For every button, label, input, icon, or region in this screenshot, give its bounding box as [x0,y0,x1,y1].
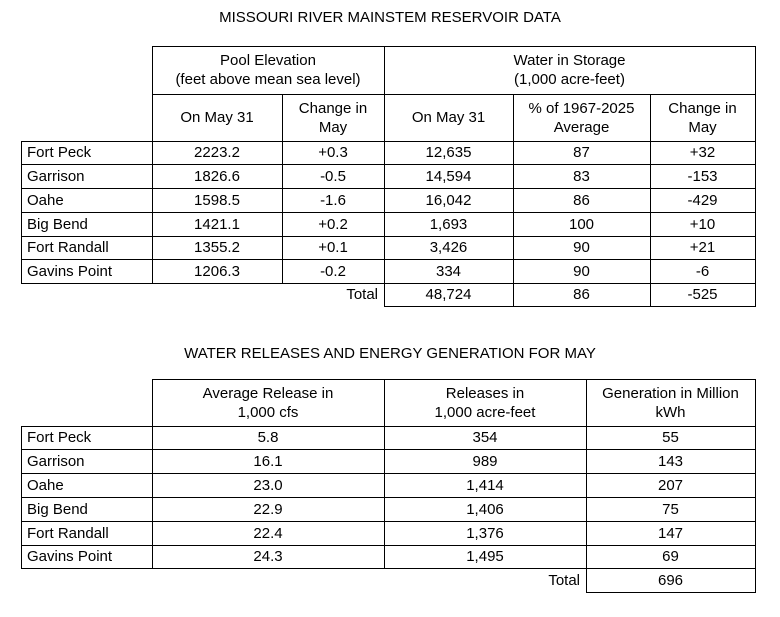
column-header [152,94,282,141]
table-rule [384,46,385,307]
table-rule [152,379,153,569]
table-cell: 1,376 [466,524,504,542]
table-rule [384,306,756,307]
column-header-line: Releases in [445,384,525,402]
column-header-line: Average [553,118,610,136]
pool-elevation-header [152,46,384,94]
table-cell: +0.2 [318,215,348,233]
table-cell: 24.3 [253,548,283,565]
table-cell: 75 [662,500,679,518]
table-cell: +32 [689,144,716,161]
column-header [513,94,650,141]
reservoir-data-title: MISSOURI RIVER MAINSTEM RESERVOIR DATA [219,9,561,26]
table-rule [755,46,756,307]
table-cell: 16.1 [253,452,283,470]
table-rule [21,473,756,474]
column-header-line: % of 1967-2025 [528,99,635,117]
column-header-line: kWh [655,403,686,421]
pool-elevation-header-line: Pool Elevation [220,52,316,69]
column-header [152,379,384,426]
table-cell: -429 [687,191,718,209]
table-rule [650,94,651,307]
table-rule [152,94,756,95]
table-cell: -0.5 [320,167,346,185]
table-rule [586,592,756,593]
water-storage-header-line: (1,000 acre-feet) [514,71,625,88]
column-header-line: On May 31 [180,109,254,126]
reservoir-name: Garrison [27,167,85,185]
table-cell: +21 [689,239,716,256]
table-cell: +10 [689,215,716,233]
table-cell: 1826.6 [194,167,240,185]
column-header [384,94,513,141]
table-cell: 1,693 [429,215,468,233]
table-cell: 1421.1 [194,215,240,233]
table-cell: 5.8 [257,429,279,446]
table-cell: 14,594 [425,167,472,185]
table-rule [755,379,756,593]
table-rule [21,188,756,189]
table-cell: -6 [695,262,710,280]
table-cell: 1598.5 [194,191,240,209]
table-rule [21,426,22,569]
table-rule [513,94,514,307]
table-cell: 90 [573,262,590,280]
table-cell: 1206.3 [194,262,240,280]
total-value: 86 [573,286,590,303]
table-rule [384,379,385,569]
table-cell: 207 [657,476,684,494]
table-rule [152,379,756,380]
table-cell: 100 [568,215,595,233]
table-cell: +0.1 [318,239,348,256]
releases-energy-title: WATER RELEASES AND ENERGY GENERATION FOR MAY [184,345,596,362]
column-header-line: May [688,118,717,136]
table-rule [21,141,22,284]
table-rule [282,94,283,284]
table-cell: 23.0 [253,476,283,494]
column-header [650,94,755,141]
reservoir-name: Fort Randall [27,239,109,256]
table-rule [21,259,756,260]
total-value: -525 [687,286,718,303]
table-cell: -153 [687,167,718,185]
table-cell: 12,635 [425,144,472,161]
column-header-line: 1,000 cfs [237,403,299,421]
column-header-line: May [318,118,348,136]
table-rule [21,426,756,427]
column-header-line: On May 31 [411,109,486,126]
reservoir-name: Garrison [27,452,85,470]
table-cell: 1,495 [466,548,504,565]
table-cell: 87 [573,144,590,161]
table-cell: 86 [573,191,590,209]
column-header-line: 1,000 acre-feet [434,403,536,421]
table-cell: 90 [573,239,590,256]
table-rule [21,521,756,522]
table-cell: 1,414 [466,476,504,494]
water-storage-header-line: Water in Storage [513,52,626,69]
reservoir-name: Big Bend [27,215,88,233]
table-cell: 83 [573,167,590,185]
table-rule [21,164,756,165]
column-header [282,94,384,141]
table-rule [586,379,587,593]
table-cell: +0.3 [318,144,348,161]
total-value: 48,724 [425,286,472,303]
reservoir-name: Fort Peck [27,429,92,446]
total-value: 696 [657,571,684,589]
reservoir-name: Gavins Point [27,548,113,565]
table-rule [21,141,756,142]
table-rule [21,212,756,213]
column-header-line: Change in [298,99,368,117]
reservoir-name: Fort Peck [27,144,92,161]
reservoir-name: Gavins Point [27,262,113,280]
table-cell: 55 [662,429,679,446]
table-cell: 3,426 [429,239,468,256]
table-rule [21,236,756,237]
table-cell: 147 [657,524,684,542]
table-cell: 354 [472,429,498,446]
reservoir-name: Big Bend [27,500,88,518]
table-rule [21,449,756,450]
column-header-line: Generation in Million [602,384,739,402]
table-cell: 22.9 [253,500,283,518]
total-label: Total [548,571,580,589]
table-cell: 989 [472,452,498,470]
column-header [384,379,586,426]
table-rule [21,283,756,284]
table-cell: 22.4 [253,524,283,542]
reservoir-name: Fort Randall [27,524,109,542]
column-header-line: Change in [668,99,737,117]
table-cell: 1,406 [466,500,504,518]
table-cell: 1355.2 [194,239,240,256]
table-cell: 334 [435,262,462,280]
reservoir-name: Oahe [27,191,64,209]
table-rule [152,46,756,47]
table-rule [21,568,756,569]
reservoir-name: Oahe [27,476,64,494]
water-storage-header [384,46,755,94]
table-cell: 69 [662,548,679,565]
table-cell: -1.6 [320,191,346,209]
table-cell: 2223.2 [194,144,240,161]
column-header [586,379,755,426]
total-label: Total [346,286,378,303]
table-cell: -0.2 [320,262,346,280]
table-cell: 16,042 [425,191,472,209]
table-rule [21,545,756,546]
table-cell: 143 [657,452,684,470]
column-header-line: Average Release in [202,384,334,402]
pool-elevation-header-line: (feet above mean sea level) [175,71,361,88]
table-rule [21,497,756,498]
table-rule [152,46,153,284]
